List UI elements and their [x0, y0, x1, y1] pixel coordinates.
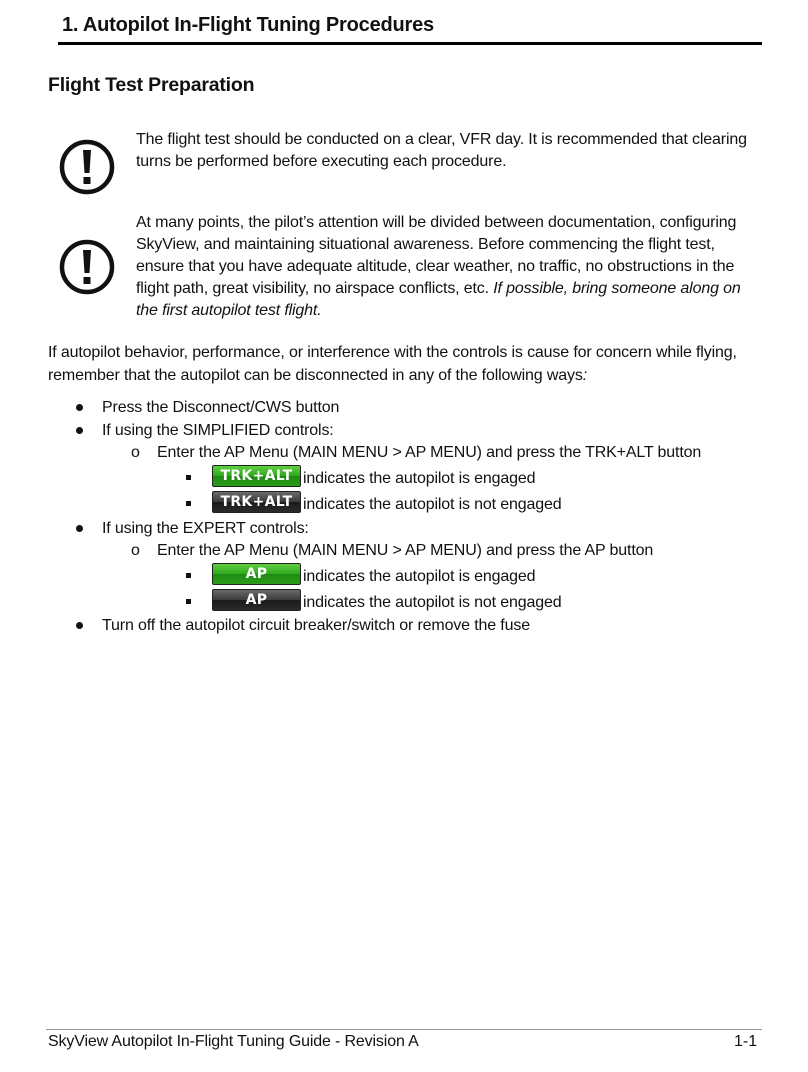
ap-engaged-button-icon: AP [212, 563, 301, 585]
chapter-rule [58, 42, 762, 45]
warning-text-2-plain: At many points, the pilot’s attention will be divided between documentation, configuring SkyView, and maintaining situational awareness. Before commencing the flight test, ensure that you have adequate altitude, clear weather, no traffic, no obstructions in the flight path, great visibility, no airspace conflicts, etc. [136, 214, 737, 297]
warning-exclamation-icon [58, 138, 116, 196]
list-item: If using the EXPERT controls: [102, 520, 309, 537]
section-heading: Flight Test Preparation [48, 74, 255, 96]
warning-text-2 [136, 212, 761, 322]
bullet-marker [76, 525, 83, 532]
trk-alt-not-engaged-button-icon: TRK+ALT [212, 491, 301, 513]
page-number: 1-1 [734, 1033, 758, 1050]
list-subitem-engaged: indicates the autopilot is engaged [303, 470, 536, 487]
intro-text: If autopilot behavior, performance, or interference with the controls is cause for concern while flying, remember that the autopilot can be disconnected in any of the following ways [48, 344, 737, 384]
list-subitem-not-engaged: indicates the autopilot is not engaged [303, 496, 562, 513]
warning-exclamation-icon [58, 238, 116, 296]
trk-alt-engaged-button-icon: TRK+ALT [212, 465, 301, 487]
list-subitem-engaged: indicates the autopilot is engaged [303, 568, 536, 585]
square-bullet-marker [186, 573, 191, 578]
footer-rule [46, 1029, 762, 1030]
bullet-marker [76, 404, 83, 411]
sub-bullet-marker: o [131, 444, 140, 461]
warning-text-1: The flight test should be conducted on a clear, VFR day. It is recommended that clearing turns be performed before executing each procedure. [136, 131, 747, 170]
warning-text-2-italic: If possible, bring someone along on the first autopilot test flight. [136, 280, 741, 319]
bullet-marker [76, 622, 83, 629]
list-subitem-not-engaged: indicates the autopilot is not engaged [303, 594, 562, 611]
square-bullet-marker [186, 599, 191, 604]
bullet-marker [76, 427, 83, 434]
list-item: Turn off the autopilot circuit breaker/switch or remove the fuse [102, 617, 530, 634]
list-item: Press the Disconnect/CWS button [102, 399, 340, 416]
intro-paragraph [48, 342, 760, 387]
square-bullet-marker [186, 475, 191, 480]
list-subitem: Enter the AP Menu (MAIN MENU > AP MENU) and press the AP button [157, 542, 654, 559]
square-bullet-marker [186, 501, 191, 506]
chapter-title: 1. Autopilot In-Flight Tuning Procedures [62, 14, 434, 36]
intro-colon: : [582, 366, 587, 384]
list-item: If using the SIMPLIFIED controls: [102, 422, 334, 439]
ap-not-engaged-button-icon: AP [212, 589, 301, 611]
sub-bullet-marker: o [131, 542, 140, 559]
footer-title: SkyView Autopilot In-Flight Tuning Guide - Revision A [48, 1033, 419, 1050]
list-subitem: Enter the AP Menu (MAIN MENU > AP MENU) and press the TRK+ALT button [157, 444, 702, 461]
